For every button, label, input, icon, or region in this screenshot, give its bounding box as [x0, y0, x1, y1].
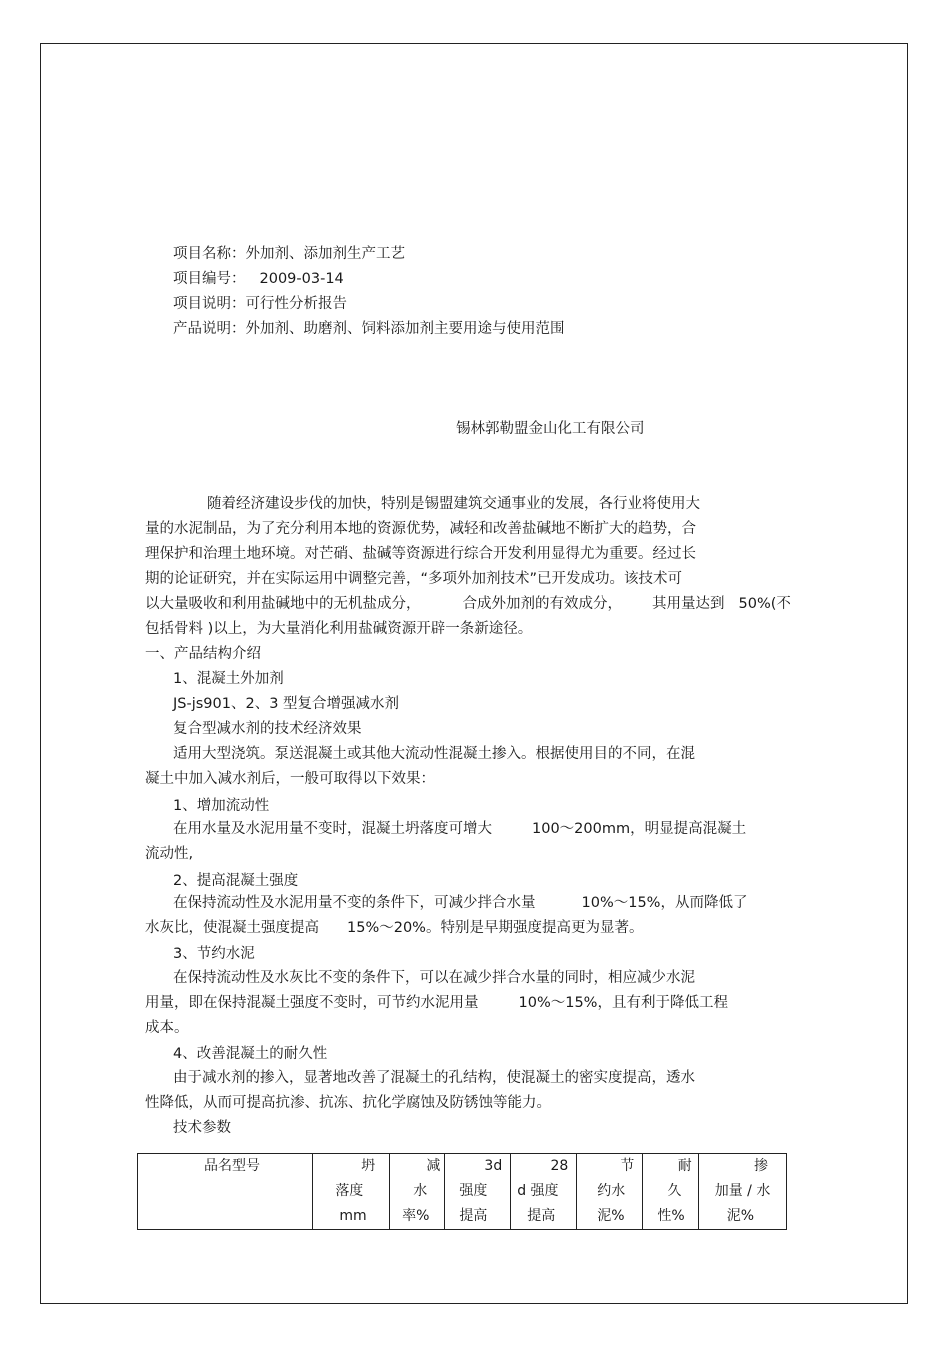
intro-line-6: 包括骨料 )以上，为大量消化利用盐碱资源开辟一条新途径。: [145, 621, 533, 637]
application-line-1: 适用大型浇筑。泵送混凝土或其他大流动性混凝土掺入。根据使用目的不同，在混: [173, 746, 695, 762]
header-text: 3d: [484, 1158, 503, 1174]
header-text: d 强度: [517, 1183, 559, 1199]
effect-3-line-2-b: 10%～15%，且有利于降低工程: [518, 995, 728, 1011]
intro-line-3: 理保护和治理土地环境。对芒硝、盐碱等资源进行综合开发利用显得尤为重要。经过长: [145, 546, 696, 562]
header-text: 久: [667, 1183, 682, 1199]
header-text: 强度: [459, 1183, 488, 1199]
effect-1-line-1-b: 100～200mm，明显提高混凝土: [532, 821, 747, 837]
intro-line-4: 期的论证研究，并在实际运用中调整完善，“多项外加剂技术”已开发成功。该技术可: [145, 571, 683, 587]
header-text: 提高: [459, 1208, 488, 1224]
table-header-model: [138, 1154, 313, 1230]
table-header-dosage: [698, 1154, 786, 1230]
effect-4-line-2: 性降低，从而可提高抗渗、抗冻、抗化学腐蚀及防锈蚀等能力。: [145, 1095, 551, 1111]
effect-2-line-1-a: 在保持流动性及水泥用量不变的条件下，可减少拌合水量: [173, 895, 536, 911]
effect-2-title: 2、提高混凝土强度: [173, 873, 299, 889]
product-description: 产品说明：外加剂、助磨剂、饲料添加剂主要用途与使用范围: [173, 321, 565, 337]
header-text: 率%: [402, 1208, 430, 1224]
effect-title: 复合型减水剂的技术经济效果: [173, 721, 362, 737]
header-text: 落度: [335, 1183, 364, 1199]
section-title: 一、产品结构介绍: [145, 646, 261, 662]
effect-1-line-2: 流动性,: [145, 846, 194, 862]
company-name: 锡林郭勒盟金山化工有限公司: [456, 421, 645, 437]
effect-1-title: 1、增加流动性: [173, 798, 270, 814]
intro-line-5-part-a: 以大量吸收和利用盐碱地中的无机盐成分，: [145, 596, 421, 612]
header-text: 提高: [527, 1208, 556, 1224]
project-name: 项目名称：外加剂、添加剂生产工艺: [173, 246, 405, 262]
header-text: 掺: [754, 1158, 768, 1174]
effect-4-title: 4、改善混凝土的耐久性: [173, 1046, 328, 1062]
header-text: 减: [426, 1158, 441, 1174]
effect-3-line-2-a: 用量，即在保持混凝土强度不变时，可节约水泥用量: [145, 995, 479, 1011]
project-description: 项目说明：可行性分析报告: [173, 296, 347, 312]
header-text: mm: [339, 1208, 367, 1224]
header-text: 加量 / 水: [714, 1183, 771, 1199]
header-text: 耐: [677, 1158, 692, 1174]
subsection-title: 1、混凝土外加剂: [173, 671, 284, 687]
table-header-slump: [313, 1154, 390, 1230]
intro-line-5-part-c: 其用量达到: [652, 596, 725, 612]
effect-3-line-1: 在保持流动性及水灰比不变的条件下，可以在减少拌合水量的同时，相应减少水泥: [173, 970, 695, 986]
intro-line-1: 随着经济建设步伐的加快，特别是锡盟建筑交通事业的发展，各行业将使用大: [207, 496, 700, 512]
header-text: 28: [550, 1158, 569, 1174]
effect-3-title: 3、节约水泥: [173, 946, 255, 962]
table-row: [138, 1154, 787, 1230]
intro-line-2: 量的水泥制品，为了充分利用本地的资源优势，减轻和改善盐碱地不断扩大的趋势，合: [145, 521, 696, 537]
header-text: 品名型号: [204, 1158, 260, 1174]
effect-2-line-1-b: 10%～15%，从而降低了: [581, 895, 748, 911]
effect-2-line-1: [173, 893, 747, 913]
effect-1-line-1-a: 在用水量及水泥用量不变时，混凝土坍落度可增大: [173, 821, 492, 837]
tech-params-table: [137, 1153, 787, 1230]
table-header-cement-saving: [577, 1154, 643, 1230]
effect-3-line-3: 成本。: [145, 1020, 189, 1036]
header-text: 坍: [361, 1158, 376, 1174]
header-text: 节: [620, 1158, 635, 1174]
page-border: [40, 43, 908, 1304]
project-number: [173, 269, 344, 289]
effect-2-line-2-a: 水灰比，使混凝土强度提高: [145, 920, 319, 936]
effect-4-line-1: 由于减水剂的掺入，显著地改善了混凝土的孔结构，使混凝土的密实度提高，透水: [173, 1070, 695, 1086]
table-header-water-reduction: [390, 1154, 445, 1230]
intro-line-5-part-d: 50%(不: [738, 596, 791, 612]
project-number-value: 2009-03-14: [259, 271, 344, 287]
table-header-durability: [643, 1154, 698, 1230]
effect-3-line-2: [145, 993, 728, 1013]
header-text: 水: [413, 1183, 428, 1199]
effect-1-line-1: [173, 819, 746, 839]
header-text: 泥%: [726, 1208, 755, 1224]
intro-line-5-part-b: 合成外加剂的有效成分，: [462, 596, 622, 612]
table-header-28d-strength: [511, 1154, 577, 1230]
effect-2-line-2-b: 15%～20%。特别是早期强度提高更为显著。: [347, 920, 644, 936]
project-number-label: 项目编号：: [173, 271, 246, 287]
header-text: 性%: [657, 1208, 685, 1224]
intro-line-5: [145, 594, 791, 614]
application-line-2: 凝土中加入减水剂后，一般可取得以下效果：: [145, 771, 435, 787]
header-text: 约水: [597, 1183, 626, 1199]
effect-2-line-2: [145, 918, 643, 938]
table-header-3d-strength: [445, 1154, 511, 1230]
header-text: 泥%: [597, 1208, 625, 1224]
product-model: JS-js901、2、3 型复合增强减水剂: [173, 696, 400, 712]
tech-params-title: 技术参数: [173, 1120, 231, 1136]
